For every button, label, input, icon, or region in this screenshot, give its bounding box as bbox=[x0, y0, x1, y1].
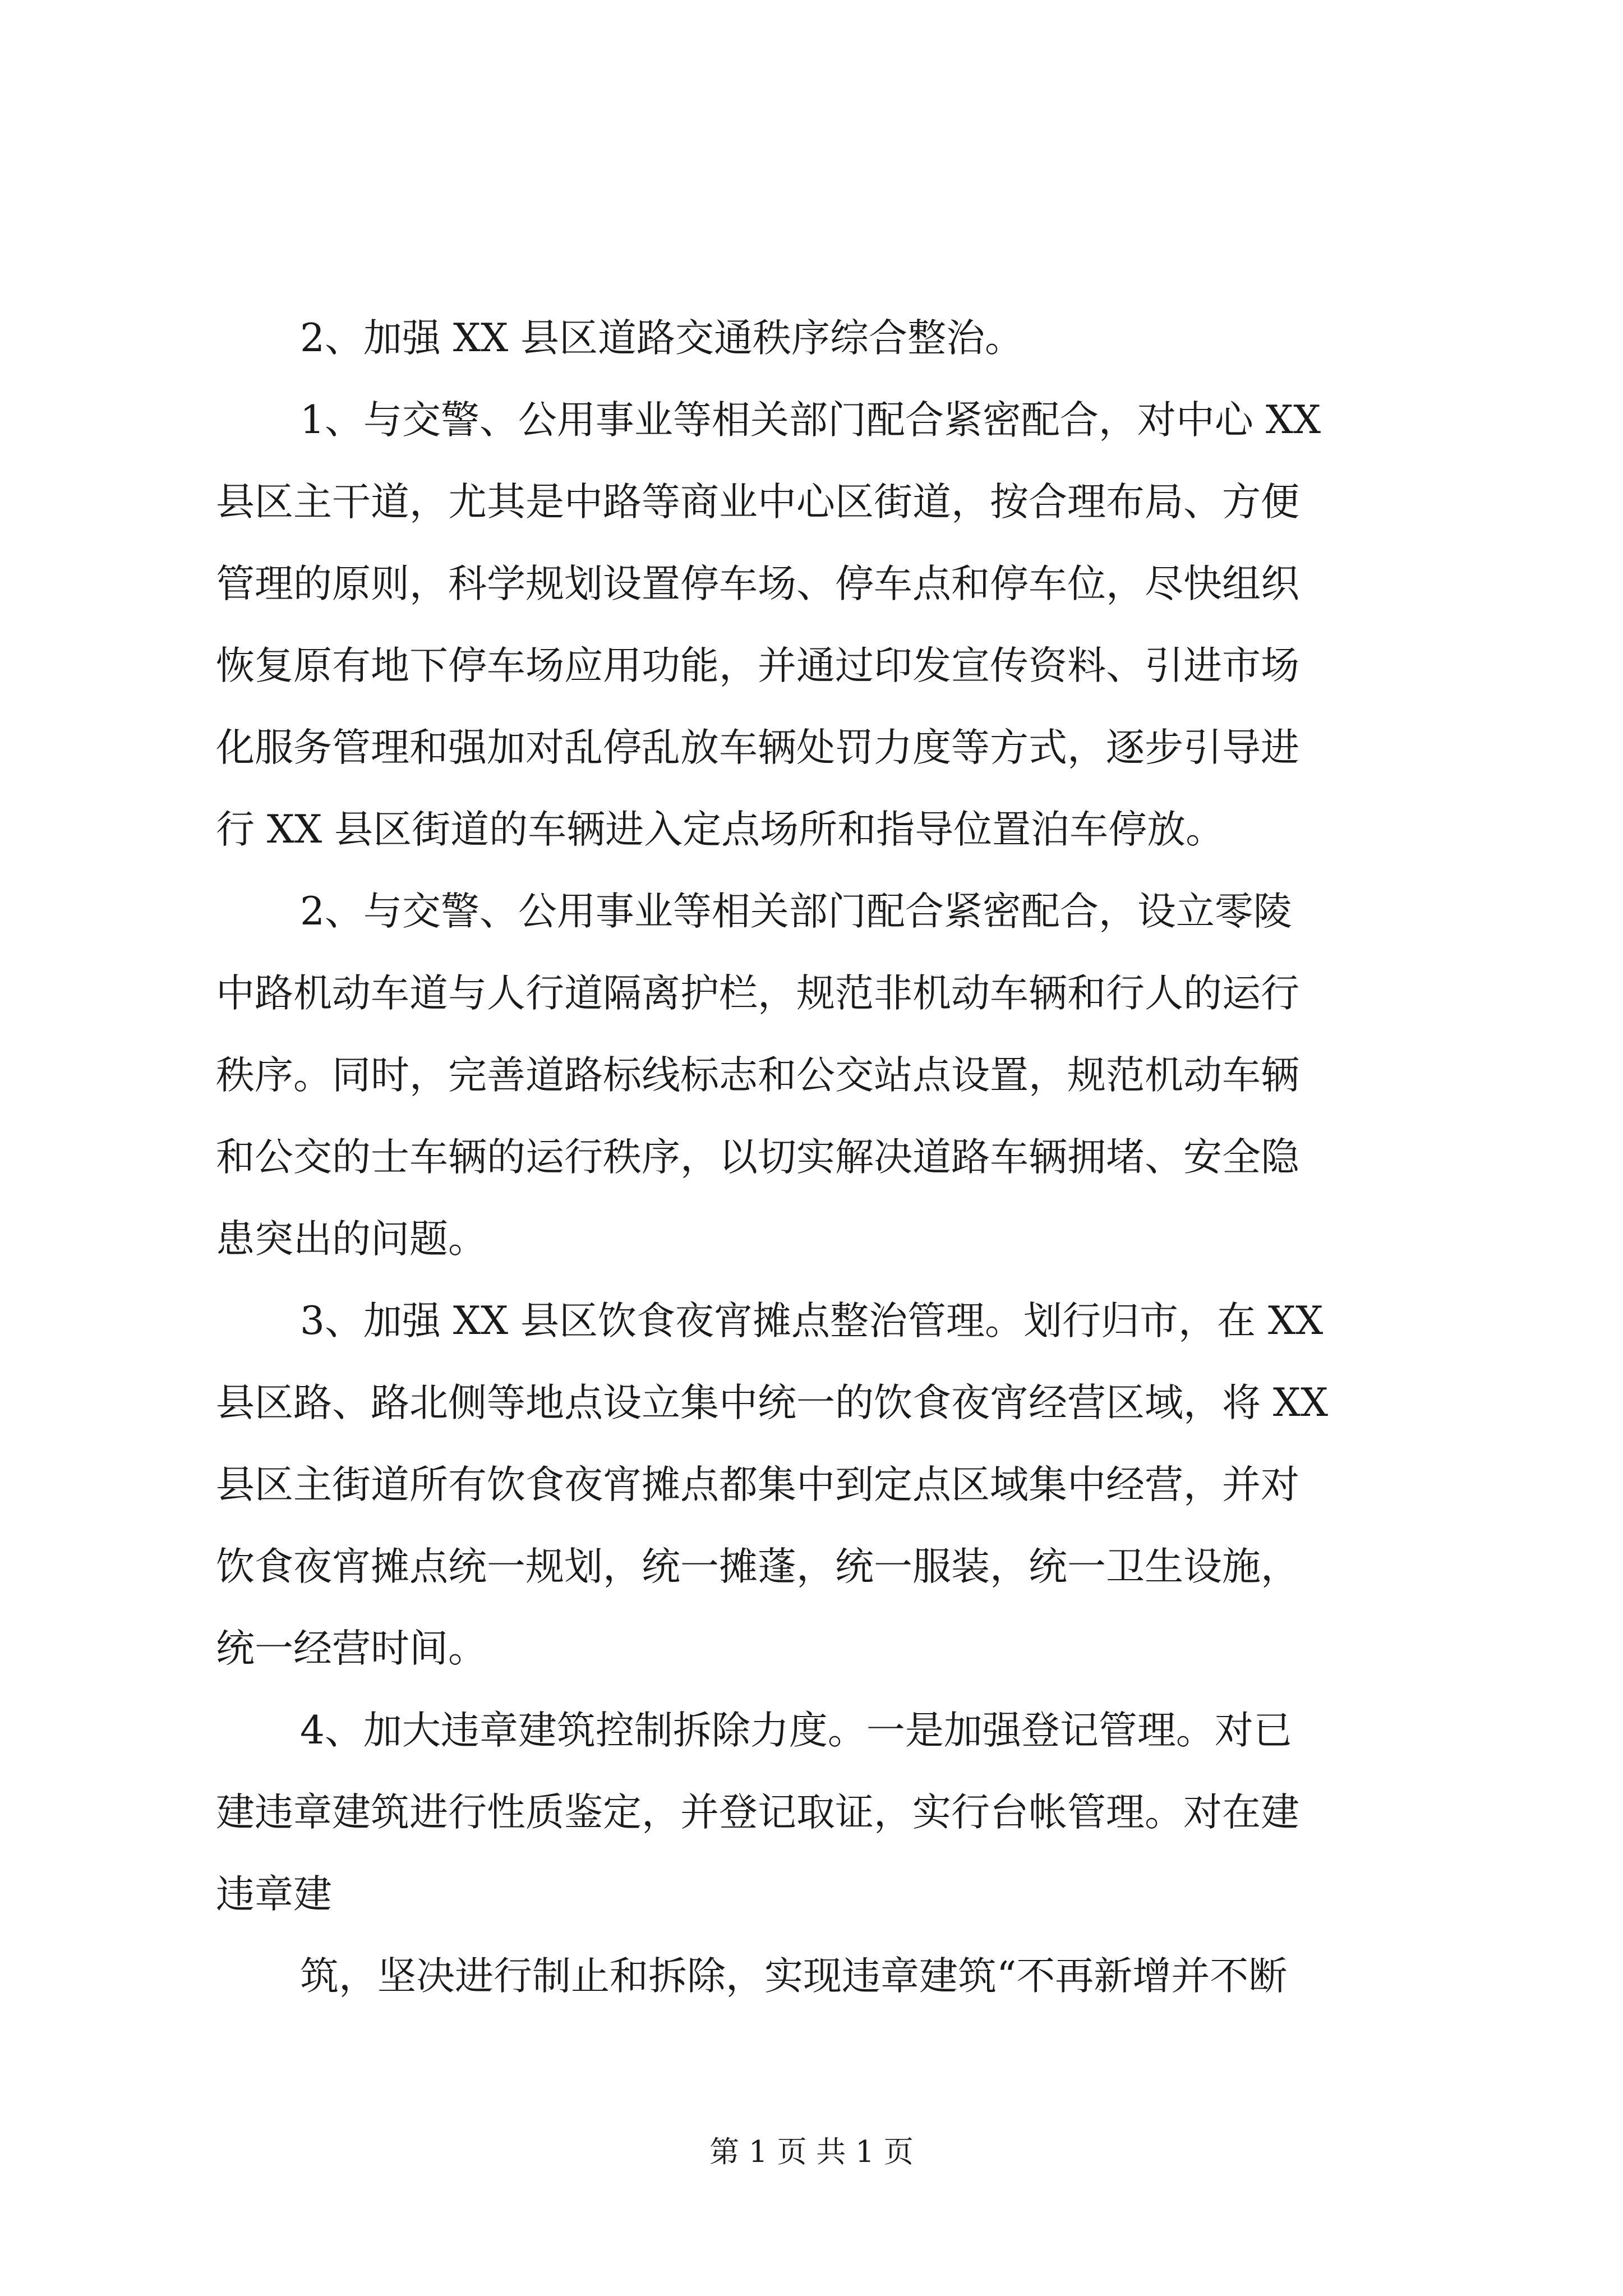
text-line: 和公交的士车辆的运行秩序，以切实解决道路车辆拥堵、安全隐 bbox=[216, 1135, 1299, 1180]
text-line: 统一经营时间。 bbox=[216, 1626, 487, 1671]
text-line: 管理的原则，科学规划设置停车场、停车点和停车位，尽快组织 bbox=[216, 562, 1299, 606]
text-line: 3、加强 XX 县区饮食夜宵摊点整治管理。划行归市，在 XX bbox=[300, 1299, 1324, 1343]
text-line: 饮食夜宵摊点统一规划，统一摊蓬，统一服装，统一卫生设施， bbox=[216, 1544, 1299, 1589]
text-line: 县区路、路北侧等地点设立集中统一的饮食夜宵经营区域，将 XX bbox=[216, 1381, 1329, 1425]
page-number-footer: 第 1 页 共 1 页 bbox=[709, 2135, 914, 2169]
text-line: 县区主街道所有饮食夜宵摊点都集中到定点区域集中经营，并对 bbox=[216, 1462, 1299, 1507]
text-line: 化服务管理和强加对乱停乱放车辆处罚力度等方式，逐步引导进 bbox=[216, 725, 1299, 770]
text-line: 患突出的问题。 bbox=[216, 1217, 487, 1262]
text-line: 1、与交警、公用事业等相关部门配合紧密配合，对中心 XX bbox=[300, 398, 1321, 443]
text-line: 中路机动车道与人行道隔离护栏，规范非机动车辆和行人的运行 bbox=[216, 971, 1299, 1016]
text-line: 县区主干道，尤其是中路等商业中心区街道，按合理布局、方便 bbox=[216, 480, 1299, 524]
text-line: 2、与交警、公用事业等相关部门配合紧密配合，设立零陵 bbox=[300, 889, 1292, 934]
text-line: 建违章建筑进行性质鉴定，并登记取证，实行台帐管理。对在建 bbox=[216, 1790, 1299, 1835]
text-line: 2、加强 XX 县区道路交通秩序综合整治。 bbox=[300, 316, 1024, 361]
text-line: 秩序。同时，完善道路标线标志和公交站点设置，规范机动车辆 bbox=[216, 1053, 1299, 1098]
text-line: 4、加大违章建筑控制拆除力度。一是加强登记管理。对已 bbox=[300, 1708, 1292, 1753]
text-line: 违章建 bbox=[216, 1872, 332, 1917]
text-line: 筑，坚决进行制止和拆除，实现违章建筑“不再新增并不断 bbox=[300, 1954, 1288, 1999]
text-line: 恢复原有地下停车场应用功能，并通过印发宣传资料、引进市场 bbox=[216, 643, 1299, 688]
text-line: 行 XX 县区街道的车辆进入定点场所和指导位置泊车停放。 bbox=[216, 807, 1225, 852]
